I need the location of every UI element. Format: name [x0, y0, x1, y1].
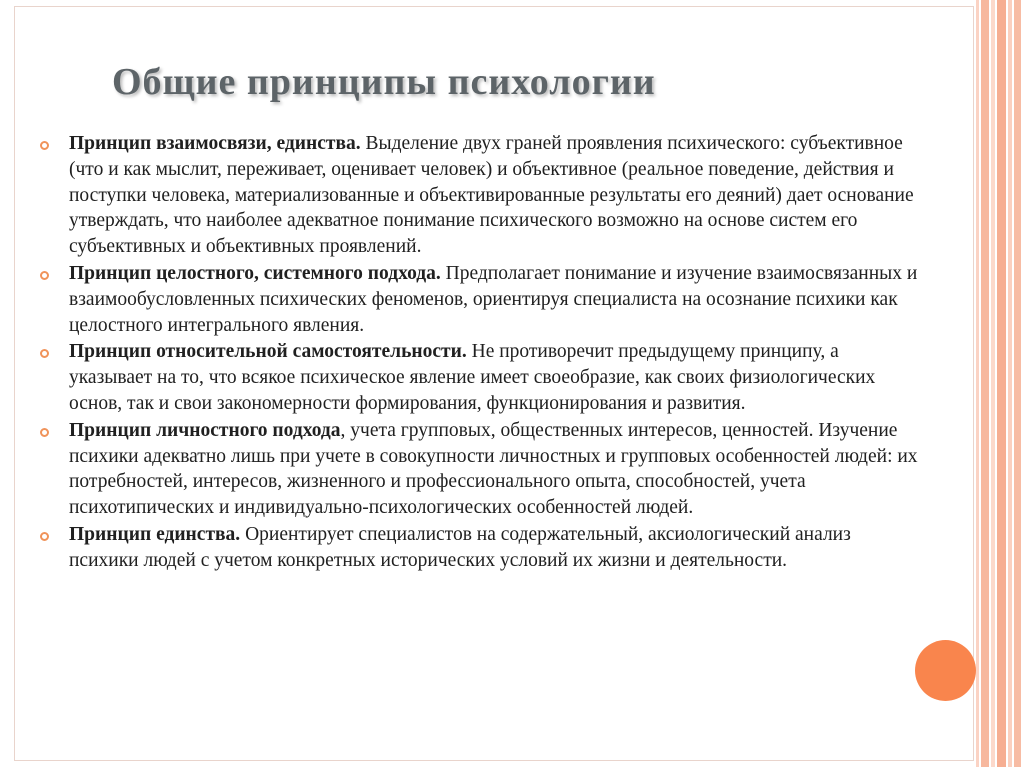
decorative-stripes — [976, 0, 1024, 767]
decorative-circle-icon — [915, 640, 976, 701]
bullet-term: Принцип целостного, системного подхода. — [69, 262, 441, 284]
bullet-term: Принцип относительной самостоятельности. — [69, 341, 467, 363]
bullet-item-2 — [40, 261, 920, 338]
bullet-text: Предполагает понимание и изучение взаимосвязанных и взаимообусловленных психических феноменов, ориентируя специалиста на осознание психики как целостного интегрального явления. — [69, 262, 918, 336]
bullet-text: Ориентирует специалистов на содержательный, аксиологический анализ психики людей с учетом конкретных исторических условий их жизни и деятельности. — [69, 523, 851, 571]
bullet-circle-icon — [40, 141, 49, 150]
bullet-term: Принцип личностного подхода — [69, 419, 341, 441]
slide-title: Общие принципы психологии — [112, 61, 656, 103]
bullet-circle-icon — [40, 271, 49, 280]
bullet-item-3 — [40, 339, 920, 416]
bullet-item-4 — [40, 418, 920, 521]
bullet-term: Принцип взаимосвязи, единства. — [69, 133, 361, 154]
bullet-circle-icon — [40, 532, 49, 541]
bullet-circle-icon — [40, 428, 49, 437]
bullet-item-1 — [40, 131, 920, 260]
bullet-text: Не противоречит предыдущему принципу, а указывает на то, что всякое психическое явление имеет своеобразие, как своих физиологических основ, так и свои закономерности формирования, функционирования и развития. — [69, 341, 876, 414]
bullet-text: , учета групповых, общественных интересов, ценностей. Изучение психики адекватно лишь при учете в совокупности личностных и групповых особенностей людей: их потребностей, интересов, жизненного и профессионального опыта, способностей, учета психотипических и индивидуально-психологических особенностей людей. — [69, 419, 918, 519]
bullet-term: Принцип единства. — [69, 523, 241, 545]
bullet-circle-icon — [40, 349, 49, 358]
bullet-list — [40, 131, 920, 575]
bullet-text: Выделение двух граней проявления психического: субъективное (что и как мыслит, переживает, оценивает человек) и объективное (реальное поведение, действия и поступки человека, материализованные и объективированные результаты его деяний) дает основание утверждать, что наиболее адекватное понимание психического возможно на основе систем его субъективных и объективных проявлений. — [69, 133, 914, 258]
bullet-item-5 — [40, 522, 920, 574]
